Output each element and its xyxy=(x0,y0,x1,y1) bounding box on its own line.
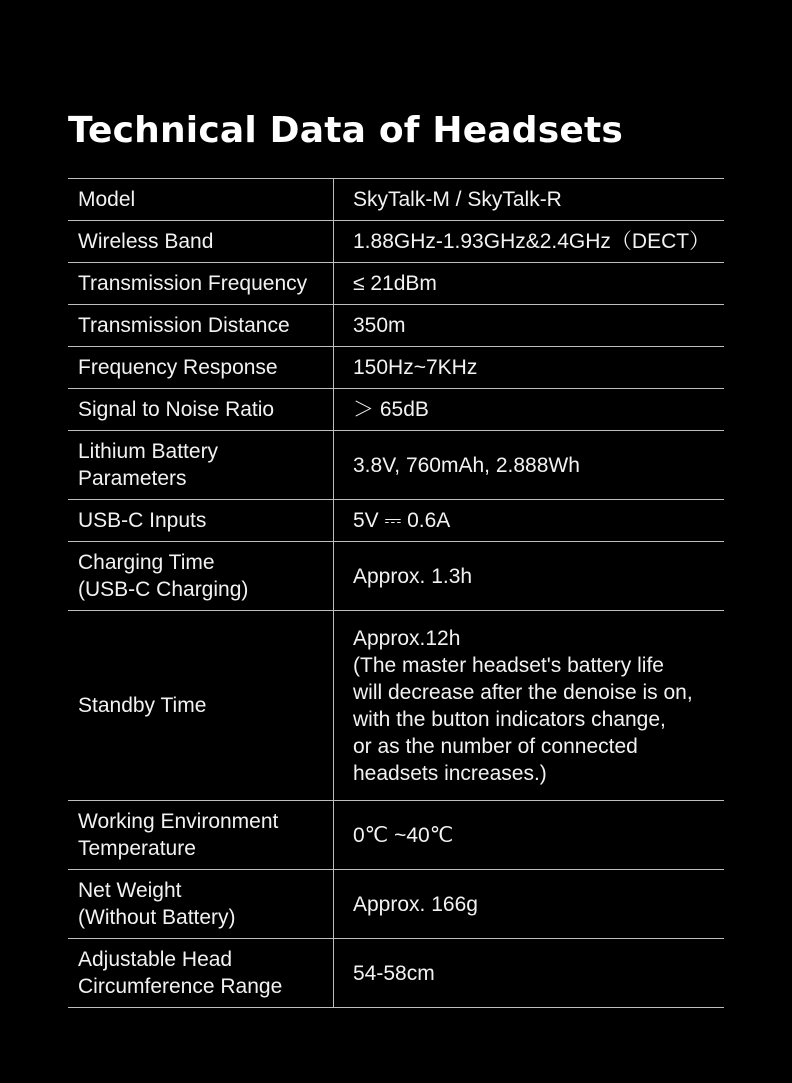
spec-label: Lithium Battery Parameters xyxy=(68,431,334,500)
spec-label: Standby Time xyxy=(68,611,334,801)
spec-label: Signal to Noise Ratio xyxy=(68,389,334,431)
spec-value: Approx. 1.3h xyxy=(334,542,725,611)
spec-value: 54-58cm xyxy=(334,939,725,1008)
spec-label: Transmission Frequency xyxy=(68,263,334,305)
spec-row-transmission-distance xyxy=(68,305,724,347)
spec-row-standby-time xyxy=(68,611,724,801)
spec-row-charging-time xyxy=(68,542,724,611)
spec-value: 0℃ ~40℃ xyxy=(334,801,725,870)
spec-label: Transmission Distance xyxy=(68,305,334,347)
spec-row-frequency-response xyxy=(68,347,724,389)
spec-value: 5V ⎓ 0.6A xyxy=(334,500,725,542)
spec-value: Approx.12h (The master headset's battery life will decrease after the denoise is on, with the button indicators change, or as the number of connected headsets increases.) xyxy=(334,611,725,801)
spec-row-signal-to-noise xyxy=(68,389,724,431)
spec-value: 150Hz~7KHz xyxy=(334,347,725,389)
spec-row-working-temperature xyxy=(68,801,724,870)
spec-value: 350m xyxy=(334,305,725,347)
spec-label: Net Weight (Without Battery) xyxy=(68,870,334,939)
spec-label: Working Environment Temperature xyxy=(68,801,334,870)
spec-label: Wireless Band xyxy=(68,221,334,263)
spec-value: 3.8V, 760mAh, 2.888Wh xyxy=(334,431,725,500)
page-title: Technical Data of Headsets xyxy=(68,110,624,151)
spec-label: Charging Time (USB-C Charging) xyxy=(68,542,334,611)
spec-row-head-circumference xyxy=(68,939,724,1008)
spec-row-usb-c-inputs xyxy=(68,500,724,542)
spec-label: Adjustable Head Circumference Range xyxy=(68,939,334,1008)
spec-value: ＞ 65dB xyxy=(334,389,725,431)
spec-row-battery-parameters xyxy=(68,431,724,500)
spec-value: ≤ 21dBm xyxy=(334,263,725,305)
spec-row-wireless-band xyxy=(68,221,724,263)
spec-value: SkyTalk-M / SkyTalk-R xyxy=(334,179,725,221)
spec-label: Model xyxy=(68,179,334,221)
spec-label: Frequency Response xyxy=(68,347,334,389)
spec-value: Approx. 166g xyxy=(334,870,725,939)
spec-label: USB-C Inputs xyxy=(68,500,334,542)
spec-row-transmission-frequency xyxy=(68,263,724,305)
spec-value: 1.88GHz-1.93GHz&2.4GHz（DECT） xyxy=(334,221,725,263)
spec-row-model xyxy=(68,179,724,221)
spec-table xyxy=(68,178,724,1008)
spec-row-net-weight xyxy=(68,870,724,939)
